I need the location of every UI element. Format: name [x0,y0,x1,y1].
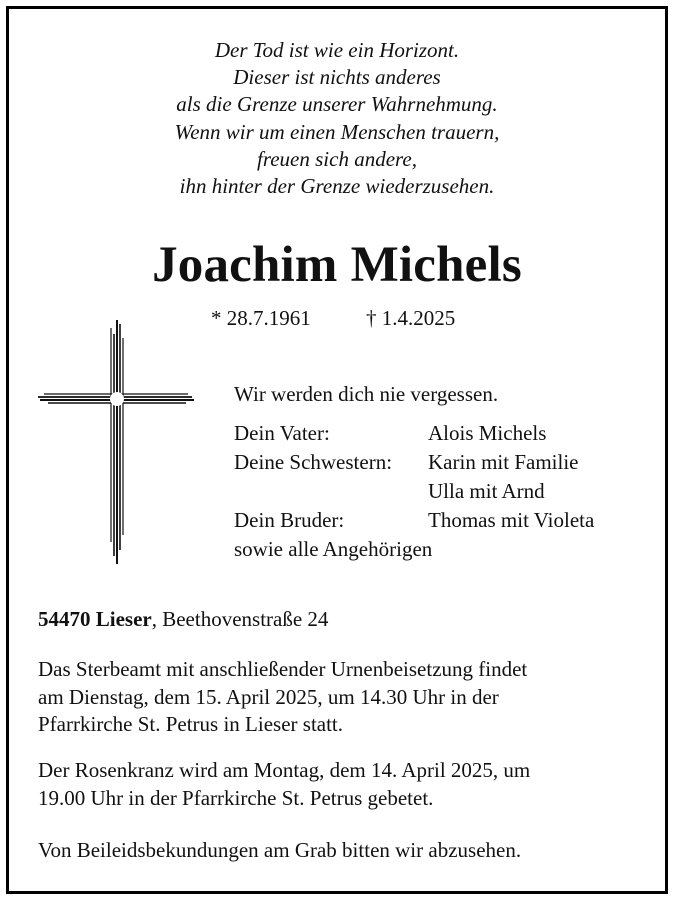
deceased-name: Joachim Michels [152,237,522,293]
funeral-line: am Dienstag, dem 15. April 2025, um 14.30 Uhr in der [38,684,499,709]
rosary-info [38,757,530,812]
poem-line: als die Grenze unserer Wahrnehmung. [176,92,498,117]
mourner-relation: Deine Schwestern: [234,450,393,474]
birth-date: * 28.7.1961 [211,306,311,330]
funeral-line: Pfarrkirche St. Petrus in Lieser statt. [38,712,344,736]
poem-line: Dieser ist nichts anderes [233,65,441,90]
mourner-names: Alois Michels [428,421,547,445]
funeral-info [38,656,527,739]
mourners-closing-text: sowie alle Angehörigen [234,537,433,561]
mourners-intro-text: Wir werden dich nie vergessen. [234,382,499,406]
condolence-note: Von Beileidsbekundungen am Grab bitten wir abzusehen. [38,838,522,862]
mourner-names: Karin mit Familie [428,450,579,474]
funeral-line: Das Sterbeamt mit anschließender Urnenbeisetzung findet [38,657,528,681]
cross-icon [38,320,194,566]
poem [0,37,674,200]
address-place: 54470 Lieser [38,607,152,631]
mourner-relation: Dein Bruder: [234,508,345,532]
poem-line: ihn hinter der Grenze wiederzusehen. [179,174,495,199]
mourner-relation: Dein Vater: [234,421,330,445]
death-date: † 1.4.2025 [366,306,456,330]
poem-line: Der Tod ist wie ein Horizont. [214,38,460,62]
mourner-names: Thomas mit Violeta [428,508,595,532]
address [38,606,328,634]
mourner-names: Ulla mit Arnd [428,479,545,503]
poem-line: Wenn wir um einen Menschen trauern, [174,119,500,144]
poem-line: freuen sich andere, [257,146,417,171]
address-street: , Beethovenstraße 24 [151,607,329,631]
rosary-line: Der Rosenkranz wird am Montag, dem 14. April 2025, um [38,758,531,782]
rosary-line: 19.00 Uhr in der Pfarrkirche St. Petrus gebetet. [38,785,434,810]
